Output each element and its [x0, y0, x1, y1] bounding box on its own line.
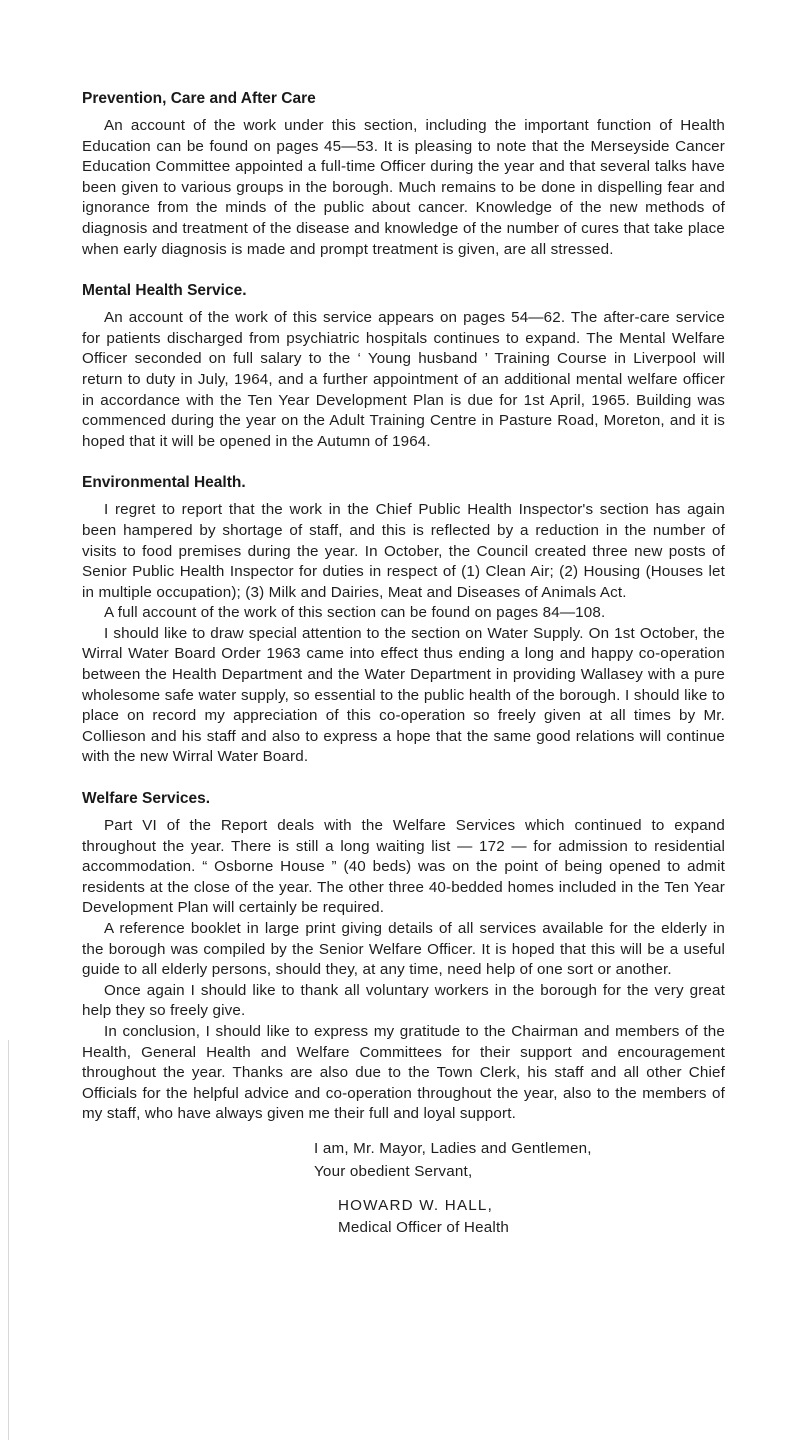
page-edge-mark	[8, 1040, 9, 1440]
paragraph: A full account of the work of this section can be found on pages 84—108.	[104, 604, 606, 622]
section-welfare-services	[82, 788, 725, 1125]
section-heading: Environmental Health.	[82, 474, 246, 492]
section-heading: Prevention, Care and After Care	[82, 90, 316, 107]
closing-sign-off: Your obedient Servant,	[314, 1162, 473, 1180]
signatory-name: HOWARD W. HALL,	[338, 1197, 493, 1215]
closing-salutation: I am, Mr. Mayor, Ladies and Gentlemen,	[314, 1139, 592, 1157]
letter-closing	[82, 1139, 725, 1238]
paragraph: In conclusion, I should like to express my gratitude to the Chairman and members of the Health, General Health and Welfare Committees for their support and encouragement throughout the year. Thanks are also due to the Town Clerk, his staff and all other Chief Officials for the helpful advice and co-operation throughout the year, also to the members of my staff, who have always given me their full and loyal support.	[82, 1022, 725, 1123]
section-heading: Mental Health Service.	[82, 282, 247, 300]
paragraph: An account of the work of this service appears on pages 54—62. The after-care service for patients discharged from psychiatric hospitals continues to expand. The Mental Welfare Officer seconded on full salary to the ‘ Young husband ’ Training Course in Liverpool will return to duty in July, 1964, and a further appointment of an additional mental welfare officer in accordance with the Ten Year Development Plan is due for 1st April, 1965. Building was commenced during the year on the Adult Training Centre in Pasture Road, Moreton, and it is hoped that it will be opened in the Autumn of 1964.	[82, 309, 725, 450]
paragraph: A reference booklet in large print giving details of all services available for the elderly in the borough was compiled by the Senior Welfare Officer. It is hoped that this will be a useful guide to all elderly persons, should they, at any time, need help of one sort or another.	[82, 920, 725, 979]
section-environmental-health	[82, 472, 725, 768]
section-heading: Welfare Services.	[82, 790, 211, 808]
paragraph: I regret to report that the work in the Chief Public Health Inspector's section has again been hampered by shortage of staff, and this is reflected by a reduction in the number of visits to food premises during the year. In October, the Council created three new posts of Senior Public Health Inspector for duties in respect of (1) Clean Air; (2) Housing (Houses let in multiple occupation); (3) Milk and Dairies, Meat and Diseases of Animals Act.	[82, 501, 725, 601]
signatory-title: Medical Officer of Health	[338, 1218, 510, 1236]
document-page	[82, 88, 725, 1238]
paragraph: I should like to draw special attention to the section on Water Supply. On 1st October, the Wirral Water Board Order 1963 came into effect thus ending a long and happy co-operation between the Health Department and the Water Department in providing Wallasey with a pure wholesome safe water supply, so essential to the public health of the borough. I should like to place on record my appreciation of this co-operation so freely given at all times by Mr. Collieson and his staff and also to express a hope that the same good relations will continue with the new Wirral Water Board.	[82, 624, 725, 766]
paragraph: Once again I should like to thank all voluntary workers in the borough for the very great help they so freely give.	[82, 981, 725, 1020]
section-prevention-care	[82, 88, 725, 260]
paragraph: Part VI of the Report deals with the Welfare Services which continued to expand throughout the year. There is still a long waiting list — 172 — for admission to residential accommodation. “ Osborne House ” (40 beds) was on the point of being opened to admit residents at the close of the year. The other three 40-bedded homes included in the Ten Year Development Plan will certainly be required.	[82, 817, 725, 917]
paragraph: An account of the work under this section, including the important function of Health Education can be found on pages 45—53. It is pleasing to note that the Merseyside Cancer Education Committee appointed a full-time Officer during the year and that several talks have been given to various groups in the borough. Much remains to be done in dispelling fear and ignorance from the minds of the public about cancer. Knowledge of the new methods of diagnosis and treatment of the disease and knowledge of the number of cures that take place when early diagnosis is made and prompt treatment is given, are all stressed.	[82, 117, 725, 258]
section-mental-health	[82, 280, 725, 452]
